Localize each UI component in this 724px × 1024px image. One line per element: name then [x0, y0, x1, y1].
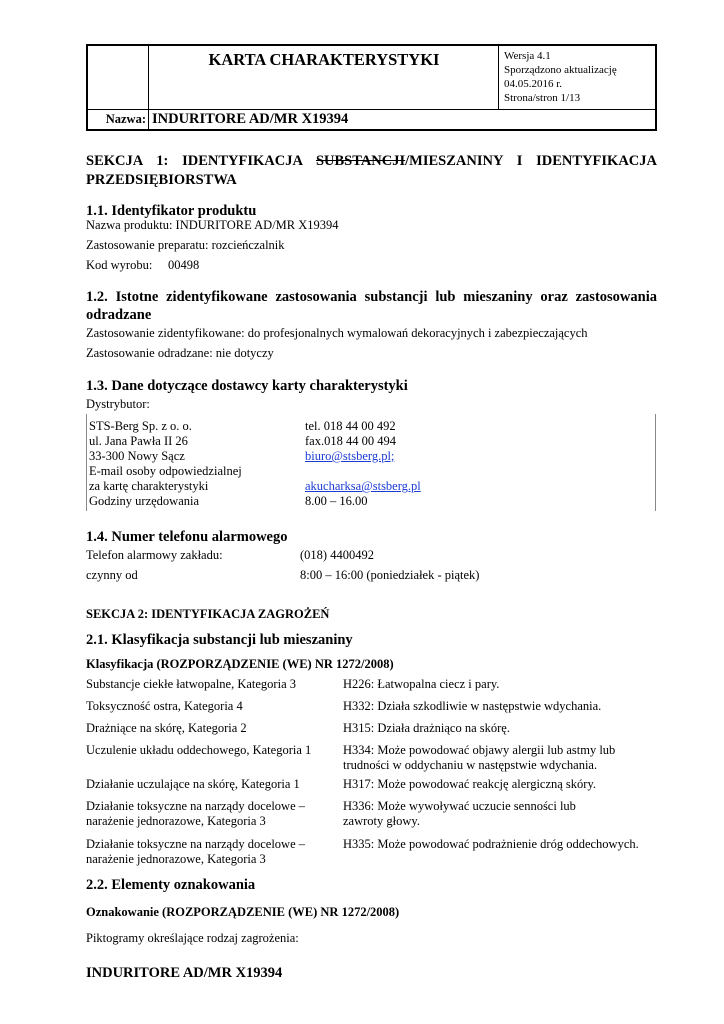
heading-1-1: 1.1. Identyfikator produktu: [86, 203, 257, 219]
hazard-statement: H332: Działa szkodliwie w następstwie wdychania.: [343, 699, 602, 713]
hazard-statement: H334: Może powodować objawy alergii lub astmy lub: [343, 743, 616, 757]
pictograms-label: Piktogramy określające rodzaj zagrożenia:: [86, 931, 299, 945]
version: Wersja 4.1: [504, 50, 551, 62]
hazard-statement: H226: Łatwopalna ciecz i pary.: [343, 677, 500, 691]
heading-1-3: 1.3. Dane dotyczące dostawcy karty charakterystyki: [86, 378, 408, 394]
product-code-line: Kod wyrobu: 00498: [86, 258, 200, 272]
section1-title-strike: SUBSTANCJI: [315, 153, 406, 169]
hazard-class: Działanie toksyczne na narządy docelowe –: [86, 837, 305, 851]
header-divider: [498, 46, 499, 109]
hazard-statement: H336: Może wywoływać uczucie senności lub: [343, 799, 576, 813]
heading-2-2: 2.2. Elementy oznakowania: [86, 877, 256, 893]
hazard-class: Działanie toksyczne na narządy docelowe –: [86, 799, 305, 813]
hazard-statement: H315: Działa drażniąco na skórę.: [343, 721, 510, 735]
name-label: Nazwa:: [105, 112, 146, 126]
email-label-2: za kartę charakterystyki: [89, 479, 209, 493]
alarm-hours-value: 8:00 – 16:00 (poniedziałek - piątek): [300, 568, 480, 582]
product-name: INDURITORE AD/MR X19394: [152, 111, 349, 127]
hazard-statement: H335: Może powodować podrażnienie dróg oddechowych.: [343, 837, 639, 851]
alarm-phone-value: (018) 4400492: [300, 548, 374, 562]
document-meta: [504, 49, 617, 105]
section1-title-part: SEKCJA 1: IDENTYFIKACJA: [86, 153, 316, 169]
heading-2-1: 2.1. Klasyfikacja substancji lub mieszaniny: [86, 632, 353, 648]
document-title: KARTA CHARAKTERYSTYKI: [208, 50, 440, 69]
company-street: ul. Jana Pawła II 26: [89, 434, 188, 448]
heading-1-4: 1.4. Numer telefonu alarmowego: [86, 529, 288, 545]
section1-title-line2: PRZEDSIĘBIORSTWA: [86, 172, 237, 188]
hazard-statement: H317: Może powodować reakcję alergiczną skóry.: [343, 777, 597, 791]
box-border-right: [655, 414, 656, 511]
hazard-class: Uczulenie układu oddechowego, Kategoria 1: [86, 743, 312, 757]
header-divider: [88, 109, 655, 110]
hazard-class: narażenie jednorazowe, Kategoria 3: [86, 852, 266, 866]
office-hours: 8.00 – 16.00: [305, 494, 368, 508]
heading-1-2-line2: odradzane: [86, 307, 152, 323]
hazard-class: Działanie uczulające na skórę, Kategoria 1: [86, 777, 300, 791]
company-name: STS-Berg Sp. z o. o.: [89, 419, 192, 433]
alarm-hours-label: czynny od: [86, 568, 138, 582]
hazard-statement: trudności w oddychaniu w następstwie wdychania.: [343, 758, 598, 772]
hazard-class: Substancje ciekłe łatwopalne, Kategoria 3: [86, 677, 296, 691]
alarm-phone-label: Telefon alarmowy zakładu:: [86, 548, 223, 562]
phone: tel. 018 44 00 492: [305, 419, 396, 433]
header-box: [86, 44, 657, 131]
hazard-class: Toksyczność ostra, Kategoria 4: [86, 699, 243, 713]
hours-label: Godziny urzędowania: [89, 494, 200, 508]
heading-1-2: 1.2. Istotne zidentyfikowane zastosowania substancji lub mieszaniny oraz zastosowania: [86, 289, 657, 305]
identified-use: Zastosowanie zidentyfikowane: do profesjonalnych wymalowań dekoracyjnych i zabezpieczających: [86, 326, 588, 340]
page-number: Strona/stron 1/13: [504, 92, 581, 104]
responsible-email-link[interactable]: akucharksa@stsberg.pl: [305, 479, 421, 493]
section1-title: [86, 152, 657, 171]
email-link[interactable]: biuro@stsberg.pl;: [305, 449, 395, 463]
footer-product-name: INDURITORE AD/MR X19394: [86, 965, 283, 981]
hazard-statement: zawroty głowy.: [343, 814, 420, 828]
header-divider: [148, 46, 149, 129]
section2-title: SEKCJA 2: IDENTYFIKACJA ZAGROŻEŃ: [86, 607, 330, 621]
company-city: 33-300 Nowy Sącz: [89, 449, 185, 463]
usage-line: Zastosowanie preparatu: rozcieńczalnik: [86, 238, 285, 252]
box-border-left: [86, 414, 87, 511]
email-label-1: E-mail osoby odpowiedzialnej: [89, 464, 242, 478]
fax: fax.018 44 00 494: [305, 434, 396, 448]
distributor-label: Dystrybutor:: [86, 397, 150, 411]
product-name-line: Nazwa produktu: INDURITORE AD/MR X19394: [86, 218, 339, 232]
advised-against-use: Zastosowanie odradzane: nie dotyczy: [86, 346, 274, 360]
hazard-class: narażenie jednorazowe, Kategoria 3: [86, 814, 266, 828]
updated-label: Sporządzono aktualizację: [504, 64, 617, 76]
labelling-heading: Oznakowanie (ROZPORZĄDZENIE (WE) NR 1272/2008): [86, 905, 400, 919]
update-date: 04.05.2016 r.: [504, 78, 563, 90]
classification-heading: Klasyfikacja (ROZPORZĄDZENIE (WE) NR 1272/2008): [86, 657, 394, 671]
section1-title-part: /MIESZANINY I IDENTYFIKACJA: [405, 153, 657, 169]
hazard-class: Drażniące na skórę, Kategoria 2: [86, 721, 247, 735]
